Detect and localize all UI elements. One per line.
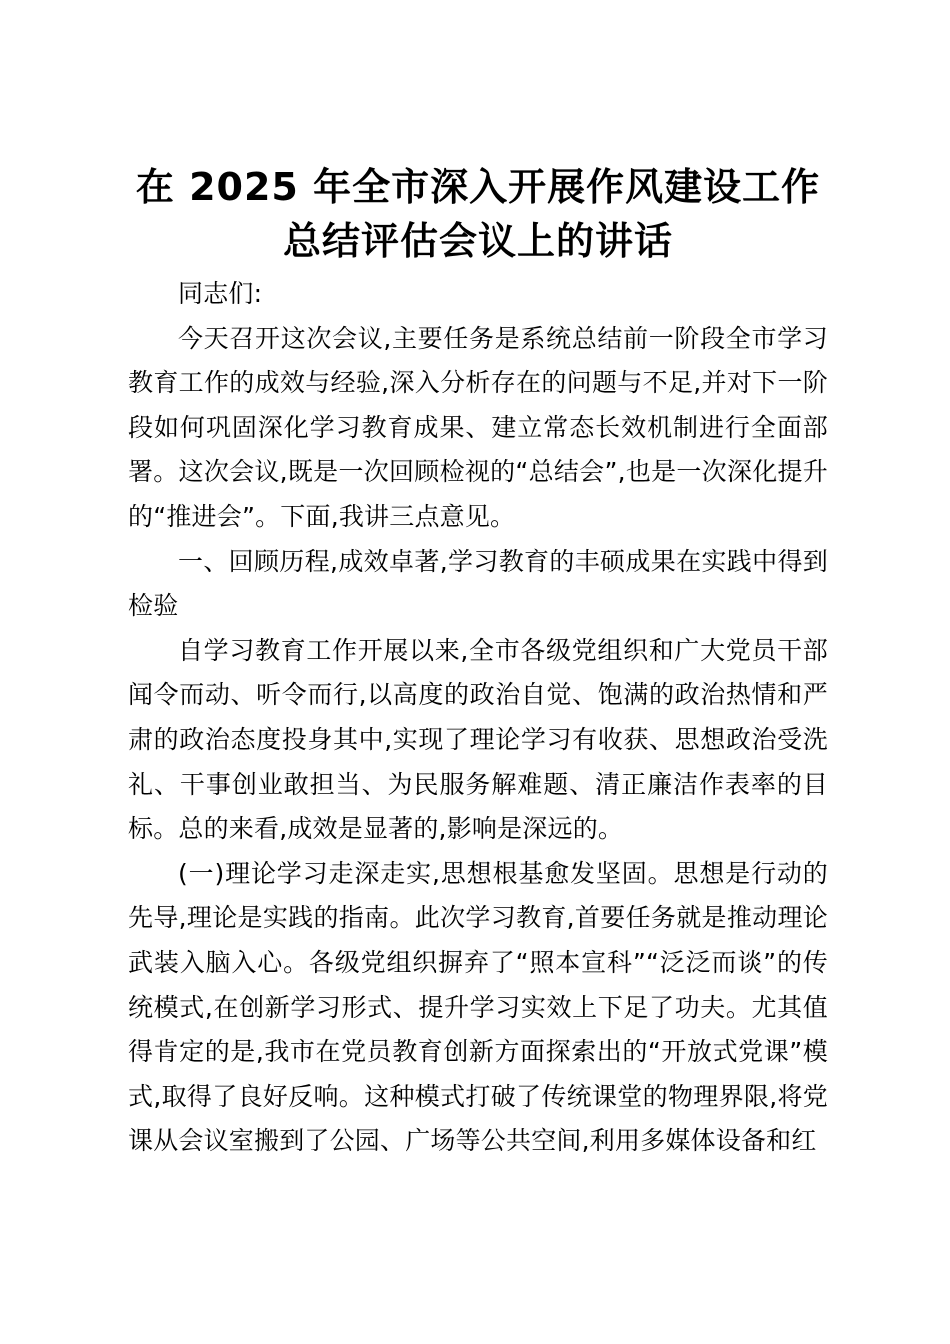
paragraph-intro: 今天召开这次会议,主要任务是系统总结前一阶段全市学习教育工作的成效与经验,深入分析存在的问题与不足,并对下一阶段如何巩固深化学习教育成果、建立常态长效机制进行全面部署。这次会议,既是一次回顾检视的“总结会”,也是一次深化提升的“推进会”。下面,我讲三点意见。 (128, 323, 828, 531)
section-heading-1: 一、回顾历程,成效卓著,学习教育的丰硕成果在实践中得到检验 (128, 546, 828, 621)
salutation: 同志们: (178, 279, 263, 308)
paragraph-section-1: 自学习教育工作开展以来,全市各级党组织和广大党员干部闻令而动、听令而行,以高度的政治自觉、饱满的政治热情和严肃的政治态度投身其中,实现了理论学习有收获、思想政治受洗礼、干事创业敢担当、为民服务解难题、清正廉洁作表率的目标。总的来看,成效是显著的,影响是深远的。 (128, 635, 828, 844)
document-title (128, 160, 828, 268)
title-line-1: 在 2025 年全市深入开展作风建设工作 (135, 165, 821, 209)
title-line-2: 总结评估会议上的讲话 (282, 219, 673, 263)
paragraph-subsection-1: (一)理论学习走深走实,思想根基愈发坚固。思想是行动的先导,理论是实践的指南。此次学习教育,首要任务就是推动理论武装入脑入心。各级党组织摒弃了“照本宣科”“泛泛而谈”的传统模式,在创新学习形式、提升学习实效上下足了功夫。尤其值得肯定的是,我市在党员教育创新方面探索出的“开放式党课”模式,取得了良好反响。这种模式打破了传统课堂的物理界限,将党课从会议室搬到了公园、广场等公共空间,利用多媒体设备和红 (128, 858, 828, 1156)
document-body (128, 272, 828, 1164)
document-page (128, 160, 828, 1164)
